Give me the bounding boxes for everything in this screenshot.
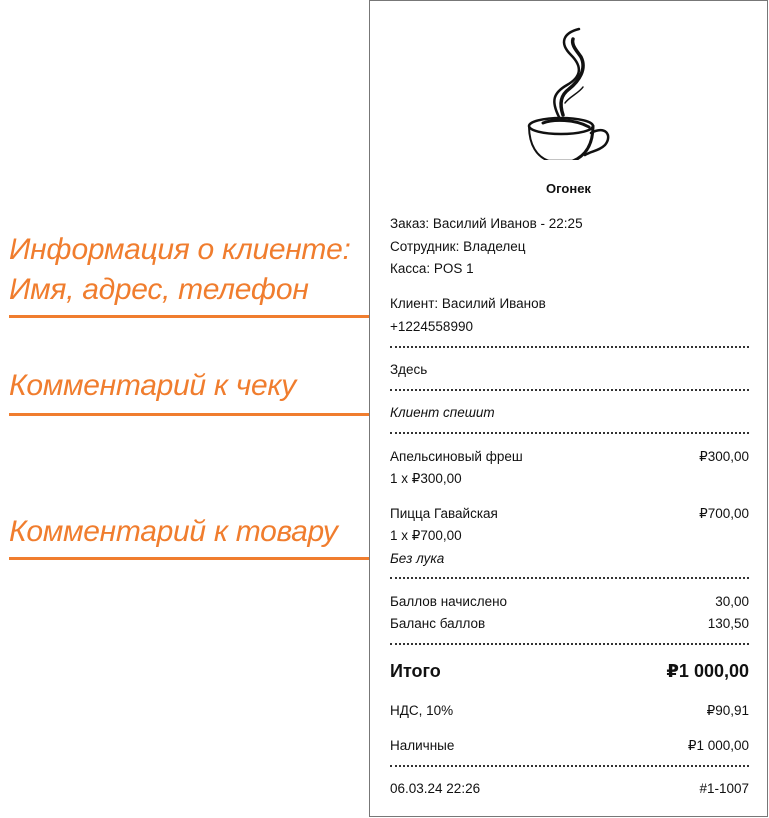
employee-info: Сотрудник: Владелец bbox=[390, 239, 526, 254]
tax-label: НДС, 10% bbox=[390, 703, 454, 718]
receipt-comment: Клиент спешит bbox=[390, 405, 495, 420]
coffee-cup-icon bbox=[523, 25, 613, 160]
item-qty-price: 1 x ₽300,00 bbox=[390, 471, 462, 486]
divider bbox=[390, 389, 749, 391]
divider bbox=[390, 432, 749, 434]
annotation-client-info-line2: Имя, адрес, телефон bbox=[9, 273, 309, 306]
annotation-client-info-line1: Информация о клиенте: bbox=[9, 233, 351, 266]
annotation-receipt-comment: Комментарий к чеку bbox=[9, 369, 296, 402]
tax-value: ₽90,91 bbox=[706, 703, 749, 718]
dining-option: Здесь bbox=[390, 362, 428, 377]
divider bbox=[390, 346, 749, 348]
order-info: Заказ: Василий Иванов - 22:25 bbox=[390, 216, 583, 231]
divider bbox=[390, 643, 749, 645]
arrow-receipt-comment bbox=[9, 413, 374, 416]
item-total: ₽300,00 bbox=[699, 449, 749, 464]
points-earned-value: 30,00 bbox=[715, 594, 749, 609]
points-earned-label: Баллов начислено bbox=[390, 594, 508, 609]
divider bbox=[390, 577, 749, 579]
item-comment: Без лука bbox=[390, 551, 445, 566]
item-name: Пицца Гавайская bbox=[390, 506, 498, 521]
payment-label: Наличные bbox=[390, 738, 455, 753]
payment-value: ₽1 000,00 bbox=[687, 738, 749, 753]
points-balance-label: Баланс баллов bbox=[390, 616, 486, 631]
store-name: Огонек bbox=[546, 181, 591, 196]
register-info: Касса: POS 1 bbox=[390, 261, 474, 276]
item-qty-price: 1 x ₽700,00 bbox=[390, 528, 462, 543]
item-total: ₽700,00 bbox=[699, 506, 749, 521]
receipt-datetime: 06.03.24 22:26 bbox=[390, 781, 481, 796]
total-value: ₽1 000,00 bbox=[666, 661, 749, 681]
item-name: Апельсиновый фреш bbox=[390, 449, 523, 464]
arrow-item-comment bbox=[9, 557, 374, 560]
divider bbox=[390, 765, 749, 767]
receipt-number: #1-1007 bbox=[699, 781, 749, 796]
total-label: Итого bbox=[390, 661, 441, 681]
receipt bbox=[369, 0, 768, 817]
arrow-client-info bbox=[9, 315, 374, 318]
points-balance-value: 130,50 bbox=[707, 616, 749, 631]
client-name: Клиент: Василий Иванов bbox=[390, 296, 546, 311]
annotation-item-comment: Комментарий к товару bbox=[9, 515, 338, 548]
client-phone: +1224558990 bbox=[390, 319, 473, 334]
